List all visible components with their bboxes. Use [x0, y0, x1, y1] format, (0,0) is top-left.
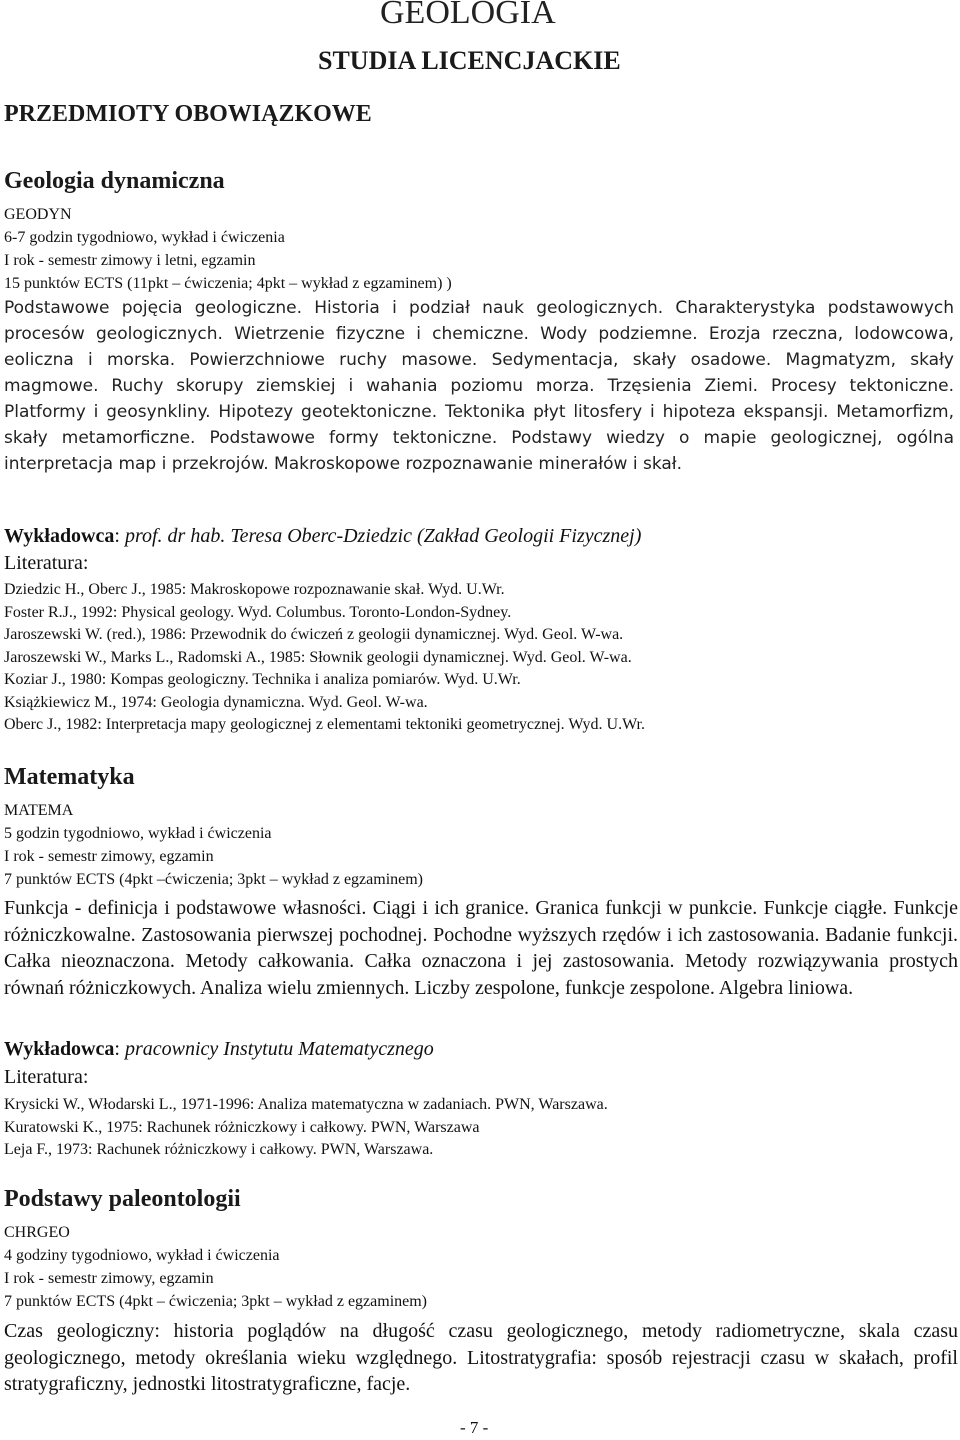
course-semester: I rok - semestr zimowy, egzamin	[4, 848, 214, 865]
reference-list	[4, 579, 645, 737]
reference-item: Oberc J., 1982: Interpretacja mapy geologicznej z elementami tektoniki geometrycznej. Wyd. U.Wr.	[4, 716, 645, 733]
course-description: Podstawowe pojęcia geologiczne. Historia i podział nauk geologicznych. Charakterystyka podstawowych procesów geologicznych. Wietrzenie fizyczne i chemiczne. Wody podziemne. Erozja rzeczna, lodowcowa, eoliczna i morska. Powierzchniowe ruchy masowe. Sedymentacja, skały osadowe. Magmatyzm, skały magmowe. Ruchy skorupy ziemskiej i wahania poziomu morza. Trzęsienia Ziemi. Procesy tektoniczne. Platformy i geosynkliny. Hipotezy geotektoniczne. Tektonika płyt litosfery i hipoteza ekspansji. Metamorfizm, skały metamorficzne. Podstawowe formy tektoniczne. Podstawy wiedzy o mapie geologicznej, ogólna interpretacja map i przekrojów. Makroskopowe rozpoznawanie minerałów i skał.	[4, 298, 954, 474]
course-semester: I rok - semestr zimowy, egzamin	[4, 1270, 214, 1287]
course-code: GEODYN	[4, 206, 72, 223]
course-ects: 15 punktów ECTS (11pkt – ćwiczenia; 4pkt – wykład z egzaminem) )	[4, 275, 452, 292]
course-ects: 7 punktów ECTS (4pkt –ćwiczenia; 3pkt – wykład z egzaminem)	[4, 871, 424, 888]
reference-item: Kuratowski K., 1975: Rachunek różniczkowy i całkowy. PWN, Warszawa	[4, 1118, 480, 1136]
reference-item: Książkiewicz M., 1974: Geologia dynamiczna. Wyd. Geol. W-wa.	[4, 693, 428, 711]
lecturer-label: Wykładowca	[4, 1038, 115, 1060]
literature-label: Literatura:	[4, 1066, 89, 1088]
course-code: CHRGEO	[4, 1224, 70, 1241]
course-lecturer: Wykładowca: pracownicy Instytutu Matematycznego	[4, 1038, 434, 1060]
course-ects: 7 punktów ECTS (4pkt – ćwiczenia; 3pkt – wykład z egzaminem)	[4, 1293, 428, 1310]
reference-item: Koziar J., 1980: Kompas geologiczny. Technika i analiza pomiarów. Wyd. U.Wr.	[4, 671, 521, 688]
document-title: GEOLOGIA	[380, 0, 556, 31]
course-title-geologia-dynamiczna: Geologia dynamiczna	[4, 168, 225, 194]
course-meta	[4, 1221, 427, 1313]
document-subtitle: STUDIA LICENCJACKIE	[318, 46, 621, 75]
course-meta	[4, 203, 452, 295]
lecturer-name: pracownicy Instytutu Matematycznego	[124, 1038, 434, 1060]
course-lecturer: Wykładowca: prof. dr hab. Teresa Oberc-Dziedzic (Zakład Geologii Fizycznej)	[4, 525, 642, 547]
lecturer-name: prof. dr hab. Teresa Oberc-Dziedzic (Zakład Geologii Fizycznej)	[124, 525, 642, 547]
reference-item: Jaroszewski W., Marks L., Radomski A., 1985: Słownik geologii dynamicznej. Wyd. Geol. W-wa.	[4, 648, 632, 666]
reference-item: Dziedzic H., Oberc J., 1985: Makroskopowe rozpoznawanie skał. Wyd. U.Wr.	[4, 581, 505, 598]
reference-item: Leja F., 1973: Rachunek różniczkowy i całkowy. PWN, Warszawa.	[4, 1141, 434, 1158]
course-title-matematyka: Matematyka	[4, 764, 135, 790]
course-semester: I rok - semestr zimowy i letni, egzamin	[4, 252, 256, 269]
course-description: Funkcja - definicja i podstawowe własności. Ciągi i ich granice. Granica funkcji w punkcie. Funkcje ciągłe. Funkcje różniczkowalne. Zastosowania pierwszej pochodnej. Pochodne wyższych rzędów i ich zastosowania. Badanie funkcji. Całka nieoznaczona. Metody całkowania. Całka oznaczona i jej zastosowania. Metody rozwiązywania prostych równań różniczkowych. Analiza wielu zmiennych. Liczby zespolone, funkcje zespolone. Algebra liniowa.	[4, 897, 958, 999]
literature-label: Literatura:	[4, 552, 89, 574]
course-meta	[4, 799, 423, 891]
lecturer-label: Wykładowca	[4, 525, 115, 547]
section-heading: PRZEDMIOTY OBOWIĄZKOWE	[4, 101, 372, 127]
reference-item: Jaroszewski W. (red.), 1986: Przewodnik do ćwiczeń z geologii dynamicznej. Wyd. Geol. W-wa.	[4, 626, 624, 643]
reference-item: Foster R.J., 1992: Physical geology. Wyd. Columbus. Toronto-London-Sydney.	[4, 603, 512, 621]
course-code: MATEMA	[4, 802, 74, 819]
reference-item: Krysicki W., Włodarski L., 1971-1996: Analiza matematyczna w zadaniach. PWN, Warszawa.	[4, 1096, 608, 1113]
page-number: - 7 -	[460, 1418, 489, 1437]
course-hours: 6-7 godzin tygodniowo, wykład i ćwiczenia	[4, 229, 285, 246]
course-description: Czas geologiczny: historia poglądów na długość czasu geologicznego, metody radiometryczne, skala czasu geologicznego, metody określania wieku względnego. Litostratygrafia: sposób rejestracji czasu w skałach, profil stratygraficzny, jednostki litostratygraficzne, facje.	[4, 1320, 958, 1396]
course-title-podstawy-paleontologii: Podstawy paleontologii	[4, 1186, 241, 1212]
course-hours: 5 godzin tygodniowo, wykład i ćwiczenia	[4, 825, 272, 842]
course-hours: 4 godziny tygodniowo, wykład i ćwiczenia	[4, 1247, 280, 1264]
reference-list	[4, 1094, 608, 1162]
